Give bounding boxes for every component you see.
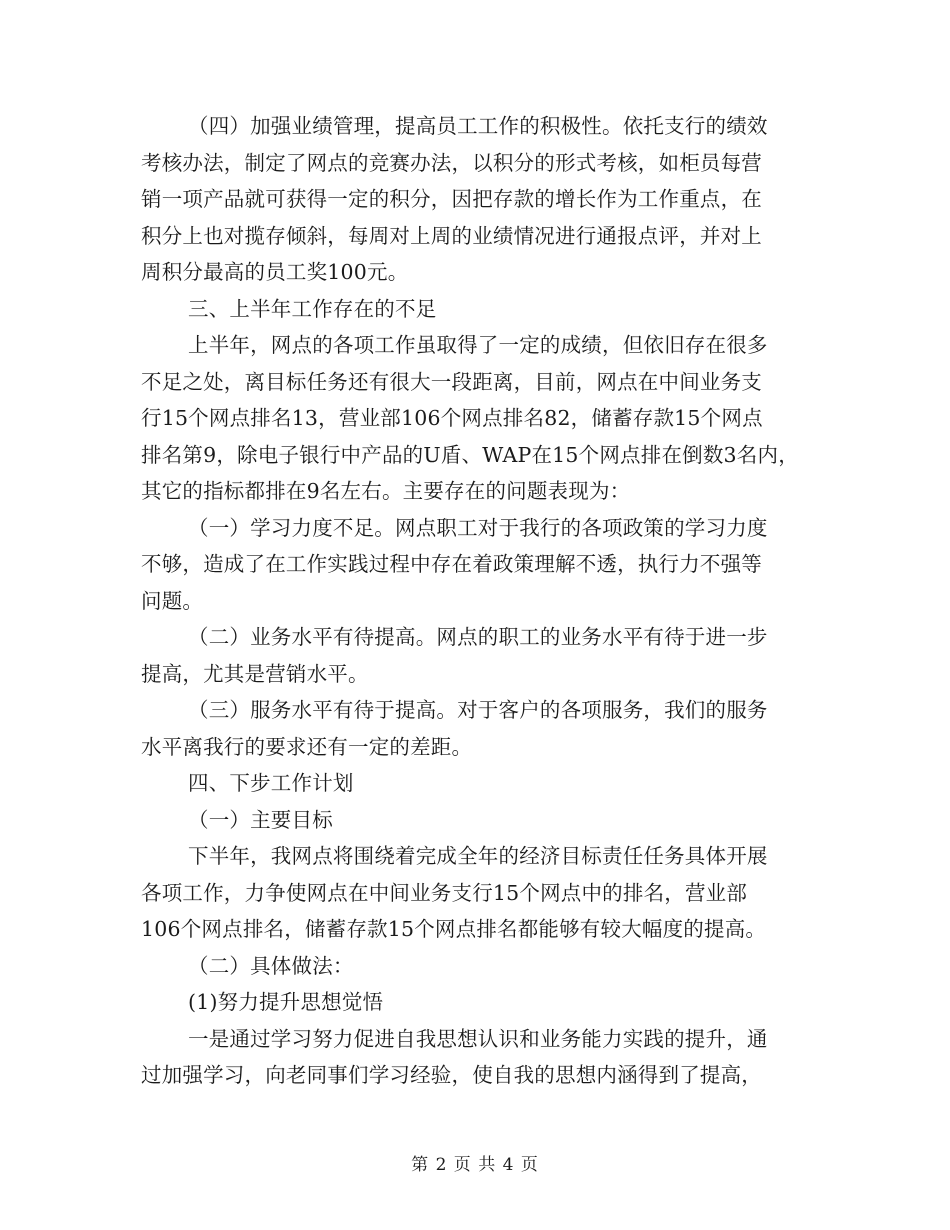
- paragraph-line: （三）服务水平有待于提高。对于客户的各项服务，我们的服务: [188, 698, 768, 722]
- paragraph-line: （四）加强业绩管理，提高员工工作的积极性。依托支行的绩效: [188, 114, 768, 138]
- paragraph-line: （二）业务水平有待提高。网点的职工的业务水平有待于进一步: [188, 625, 768, 649]
- paragraph-line: 周积分最高的员工奖100元。: [141, 260, 409, 284]
- item-heading: (1)努力提升思想觉悟: [188, 990, 384, 1014]
- paragraph-line: 问题。: [141, 588, 204, 613]
- paragraph-line: 销一项产品就可获得一定的积分，因把存款的增长作为工作重点，在: [141, 187, 762, 211]
- paragraph-line: 上半年，网点的各项工作虽取得了一定的成绩，但依旧存在很多: [188, 333, 768, 357]
- section-heading: 三、上半年工作存在的不足: [188, 296, 437, 321]
- subsection-heading: （二）具体做法：: [188, 953, 354, 978]
- paragraph-line: 一是通过学习努力促进自我思想认识和业务能力实践的提升，通: [188, 1026, 768, 1051]
- paragraph-line: 106个网点排名，储蓄存款15个网点排名都能够有较大幅度的提高。: [141, 917, 767, 941]
- document-body: [0, 108, 950, 1094]
- paragraph-line: 不够，造成了在工作实践过程中存在着政策理解不透，执行力不强等: [141, 552, 762, 576]
- paragraph-line: 不足之处，离目标任务还有很大一段距离，目前，网点在中间业务支: [141, 369, 762, 394]
- subsection-heading: （一）主要目标: [188, 807, 333, 832]
- paragraph-line: 其它的指标都排在9名左右。主要存在的问题表现为：: [141, 479, 631, 503]
- paragraph-line: （一）学习力度不足。网点职工对于我行的各项政策的学习力度: [188, 515, 768, 540]
- paragraph-line: 积分上也对揽存倾斜，每周对上周的业绩情况进行通报点评，并对上: [141, 223, 762, 248]
- section-heading: 四、下步工作计划: [188, 771, 354, 795]
- paragraph-line: 考核办法，制定了网点的竞赛办法，以积分的形式考核，如柜员每营: [141, 150, 762, 175]
- paragraph-line: 行15个网点排名13，营业部106个网点排名82，储蓄存款15个网点: [141, 406, 763, 430]
- paragraph-line: 排名第9，除电子银行中产品的U盾、WAP在15个网点排在倒数3名内，: [141, 442, 799, 467]
- page-number-footer: 第 2 页 共 4 页: [411, 1155, 539, 1175]
- paragraph-line: 各项工作，力争使网点在中间业务支行15个网点中的排名，营业部: [141, 880, 748, 905]
- paragraph-line: 水平离我行的要求还有一定的差距。: [141, 734, 473, 759]
- paragraph-line: 提高，尤其是营销水平。: [141, 661, 369, 686]
- paragraph-line: 下半年，我网点将围绕着完成全年的经济目标责任任务具体开展: [188, 844, 768, 868]
- paragraph-line: 过加强学习，向老同事们学习经验，使自我的思想内涵得到了提高，: [141, 1063, 762, 1087]
